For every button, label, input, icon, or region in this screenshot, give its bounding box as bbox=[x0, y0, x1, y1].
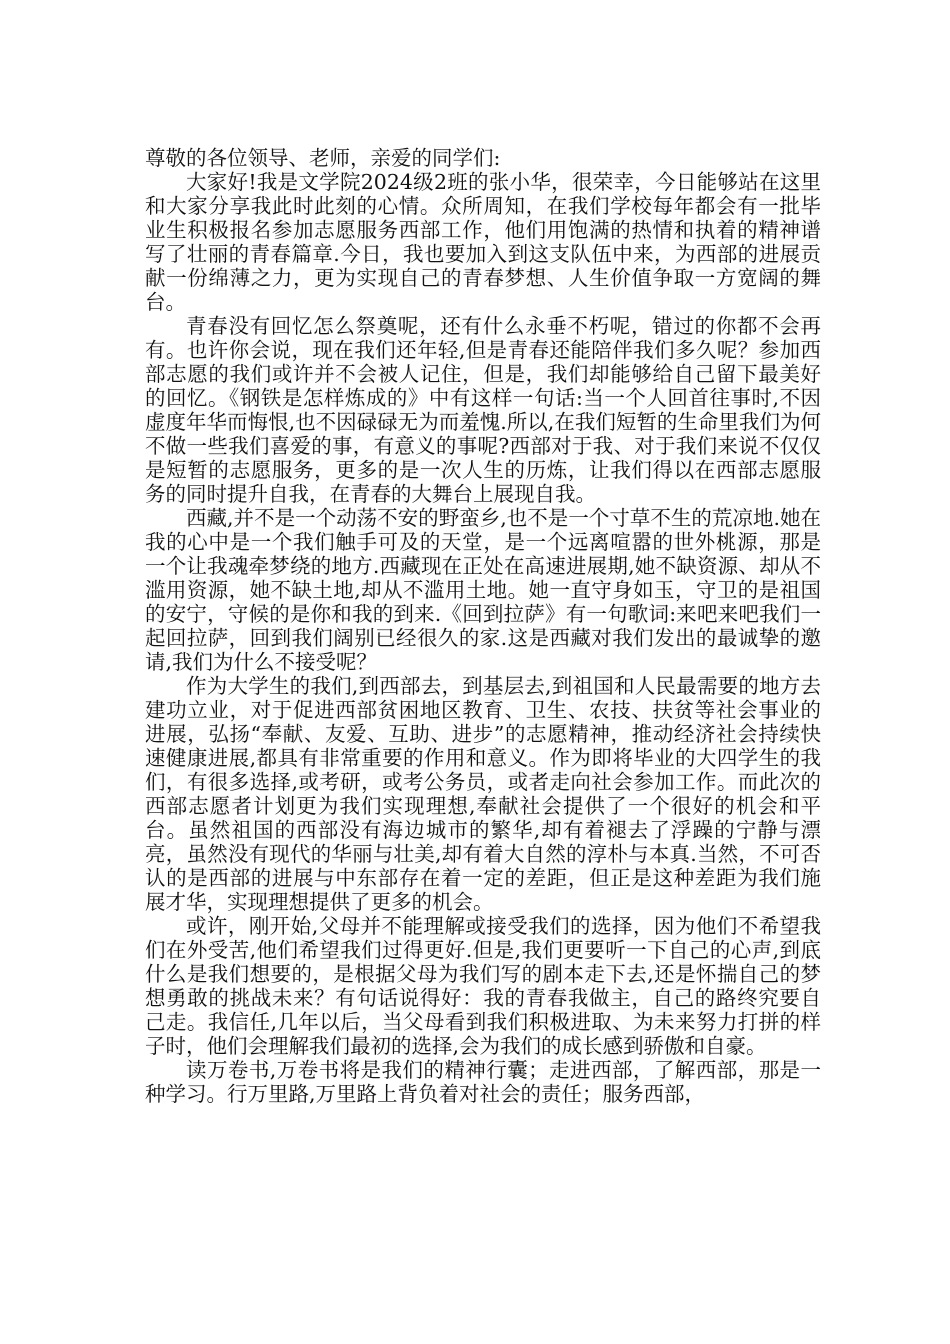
paragraph-college-students: 作为大学生的我们,到西部去，到基层去,到祖国和人民最需要的地方去建功立业，对于促进西部贫困地区教育、卫生、农技、扶贫等社会事业的进展，弘扬“奉献、友爱、互助、进步”的志愿精神，推动经济社会持续快速健康进展,都具有非常重要的作用和意义。作为即将毕业的大四学生的我们，有很多选择,或考研，或考公务员，或者走向社会参加工作。而此次的西部志愿者计划更为我们实现理想,奉献社会提供了一个很好的机会和平台。虽然祖国的西部没有海边城市的繁华,却有着褪去了浮躁的宁静与漂亮，虽然没有现代的华丽与壮美,却有着大自然的淳朴与本真.当然，不可否认的是西部的进展与中东部存在着一定的差距，但正是这种差距为我们施展才华，实现理想提供了更多的机会。 bbox=[145, 674, 821, 914]
paragraph-tibet: 西藏,并不是一个动荡不安的野蛮乡,也不是一个寸草不生的荒凉地.她在我的心中是一个我们触手可及的天堂，是一个远离喧嚣的世外桃源，那是一个让我魂牵梦绕的地方.西藏现在正处在高速进展期,她不缺资源、却从不滥用资源，她不缺土地,却从不滥用土地。她一直守身如玉，守卫的是祖国的安宁，守候的是你和我的到来.《回到拉萨》有一句歌词:来吧来吧我们一起回拉萨，回到我们阔别已经很久的家.这是西藏对我们发出的最诚挚的邀请,我们为什么不接受呢？ bbox=[145, 506, 821, 674]
paragraph-youth-memory: 青春没有回忆怎么祭奠呢，还有什么永垂不朽呢，错过的你都不会再有。也许你会说，现在我们还年轻,但是青春还能陪伴我们多久呢？参加西部志愿的我们或许并不会被人记住，但是，我们却能够给自己留下最美好的回忆。《钢铁是怎样炼成的》中有这样一句话:当一个人回首往事时,不因虚度年华而悔恨,也不因碌碌无为而羞愧.所以,在我们短暂的生命里我们为何不做一些我们喜爱的事，有意义的事呢?西部对于我、对于我们来说不仅仅是短暂的志愿服务，更多的是一次人生的历炼，让我们得以在西部志愿服务的同时提升自我，在青春的大舞台上展现自我。 bbox=[145, 314, 821, 506]
paragraph-reading-travel: 读万卷书,万卷书将是我们的精神行囊；走进西部，了解西部，那是一种学习。行万里路,万里路上背负着对社会的责任；服务西部， bbox=[145, 1058, 821, 1106]
speech-document bbox=[145, 146, 821, 1106]
paragraph-parents: 或许，刚开始,父母并不能理解或接受我们的选择，因为他们不希望我们在外受苦,他们希望我们过得更好.但是,我们更要听一下自己的心声,到底什么是我们想要的，是根据父母为我们写的剧本走下去,还是怀揣自己的梦想勇敢的挑战未来？有句话说得好：我的青春我做主，自己的路终究要自己走。我信任,几年以后，当父母看到我们积极进取、为未来努力打拼的样子时，他们会理解我们最初的选择,会为我们的成长感到骄傲和自豪。 bbox=[145, 914, 821, 1058]
paragraph-intro: 大家好!我是文学院2024级2班的张小华，很荣幸，今日能够站在这里和大家分享我此时此刻的心情。众所周知，在我们学校每年都会有一批毕业生积极报名参加志愿服务西部工作，他们用饱满的热情和执着的精神谱写了壮丽的青春篇章.今日，我也要加入到这支队伍中来，为西部的进展贡献一份绵薄之力，更为实现自己的青春梦想、人生价值争取一方宽阔的舞台。 bbox=[145, 170, 821, 314]
salutation: 尊敬的各位领导、老师，亲爱的同学们: bbox=[145, 146, 501, 170]
